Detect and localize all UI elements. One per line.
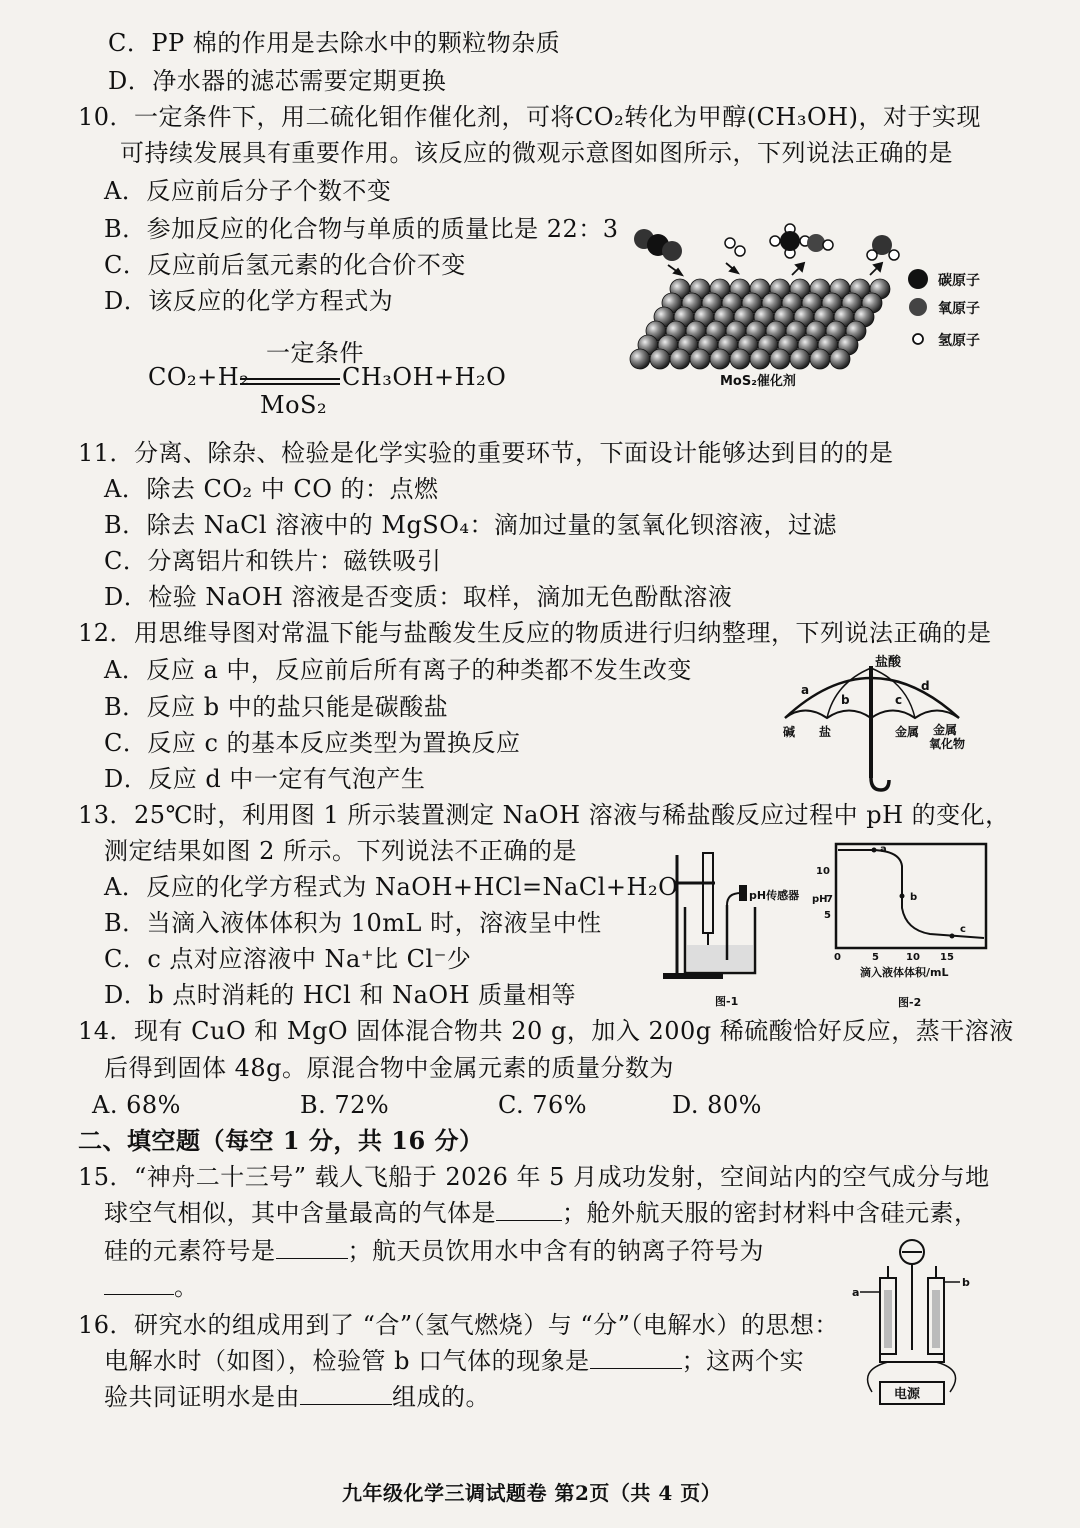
q15-blank-1[interactable] xyxy=(496,1198,562,1221)
ytick-7: 7 xyxy=(826,894,833,905)
q11-option-b: B．除去 NaCl 溶液中的 MgSO₄：滴加过量的氢氧化钡溶液，过滤 xyxy=(104,511,838,539)
q9-option-c: C．PP 棉的作用是去除水中的颗粒物杂质 xyxy=(108,29,561,57)
q16-blank-1[interactable] xyxy=(590,1346,682,1369)
q11-option-c: C．分离铝片和铁片：磁铁吸引 xyxy=(104,547,442,575)
q14-option-b: B. 72% xyxy=(300,1091,390,1119)
q13-ph-chart xyxy=(810,838,995,1018)
umbrella-d-label: d xyxy=(921,679,930,693)
y-axis-label: pH xyxy=(812,894,828,905)
q16-blank-2[interactable] xyxy=(300,1382,392,1405)
legend-carbon-label: 碳原子 xyxy=(938,273,980,289)
equation-condition: 一定条件 xyxy=(266,339,364,367)
ch3oh-molecule-icon xyxy=(770,224,833,258)
q11-option-a: A．除去 CO₂ 中 CO 的：点燃 xyxy=(104,475,439,503)
h2-molecule-icon xyxy=(725,238,745,256)
q10-option-a: A．反应前后分子个数不变 xyxy=(104,177,392,205)
catalyst-atom xyxy=(830,349,850,369)
point-c-label: c xyxy=(960,924,966,935)
q15-line3 xyxy=(104,1236,764,1266)
hydrogen-atom-legend-icon xyxy=(913,334,923,344)
fig1-caption: 图-1 xyxy=(715,995,739,1008)
section-2-heading: 二、填空题（每空 1 分，共 16 分） xyxy=(78,1126,484,1155)
catalyst-atom xyxy=(750,349,770,369)
q12-option-d: D．反应 d 中一定有气泡产生 xyxy=(104,765,426,793)
catalyst-atom xyxy=(670,349,690,369)
q13-option-b: B．当滴入液体体积为 10mL 时，溶液呈中性 xyxy=(104,909,602,937)
umbrella-metal-label: 金属 xyxy=(895,725,920,739)
q11-stem: 11．分离、除杂、检验是化学实验的重要环节，下面设计能够达到目的的是 xyxy=(78,439,894,467)
equation-arrow-line-bottom xyxy=(240,383,340,385)
q12-umbrella-diagram xyxy=(775,648,975,798)
xtick-15: 15 xyxy=(940,952,954,963)
q15-line4 xyxy=(104,1272,199,1302)
catalyst-atom xyxy=(730,349,750,369)
reaction-arrows-icon xyxy=(668,263,882,275)
q14-stem-line1: 14．现有 CuO 和 MgO 固体混合物共 20 g，加入 200g 稀硫酸恰好反应，蒸干溶液 xyxy=(78,1017,1014,1045)
umbrella-alkali-label: 碱 xyxy=(783,725,796,739)
q14-option-d: D. 80% xyxy=(672,1091,762,1119)
tube-b-label: b xyxy=(962,1276,970,1289)
carbon-atom-legend-icon xyxy=(908,269,928,289)
equation-products: CH₃OH+H₂O xyxy=(342,363,507,391)
q12-option-c: C．反应 c 的基本反应类型为置换反应 xyxy=(104,729,521,757)
q15-line2 xyxy=(104,1198,979,1228)
fig2-caption: 图-2 xyxy=(898,996,922,1009)
umbrella-metal-oxide-label-2: 氧化物 xyxy=(929,737,966,751)
q16-line2-text-a: 电解水时（如图），检验管 b 口气体的现象是 xyxy=(104,1347,590,1375)
catalyst-atom xyxy=(790,349,810,369)
q12-option-a: A．反应 a 中，反应前后所有离子的种类都不发生改变 xyxy=(104,656,692,684)
q10-option-c: C．反应前后氢元素的化合价不变 xyxy=(104,251,466,279)
equation-arrow-line-top xyxy=(240,378,340,380)
catalyst-atom xyxy=(810,349,830,369)
q12-option-b: B．反应 b 中的盐只能是碳酸盐 xyxy=(104,693,449,721)
q13-option-a: A．反应的化学方程式为 NaOH+HCl=NaCl+H₂O xyxy=(104,873,679,901)
q15-line2-text-b: ；舱外航天服的密封材料中含硅元素， xyxy=(562,1199,979,1227)
umbrella-acid-label: 盐酸 xyxy=(875,655,902,670)
q13-option-d: D．b 点时消耗的 HCl 和 NaOH 质量相等 xyxy=(104,981,577,1009)
umbrella-c-label: c xyxy=(895,693,903,707)
catalyst-atom xyxy=(630,349,650,369)
q14-option-c: C. 76% xyxy=(498,1091,588,1119)
point-b-label: b xyxy=(910,892,918,903)
q16-electrolysis-apparatus xyxy=(850,1230,980,1415)
mos2-catalyst-surface xyxy=(630,279,890,369)
catalyst-atom xyxy=(650,349,670,369)
q13-apparatus-figure xyxy=(655,845,825,1015)
legend-hydrogen-label: 氢原子 xyxy=(938,333,980,349)
q15-blank-3[interactable] xyxy=(104,1272,174,1295)
q15-line1: 15．“神舟二十三号” 载人飞船于 2026 年 5 月成功发射，空间站内的空气成分与地 xyxy=(78,1163,990,1191)
umbrella-metal-oxide-label-1: 金属 xyxy=(933,723,958,737)
q16-line3 xyxy=(104,1382,490,1412)
x-axis-label: 滴入液体体积/mL xyxy=(860,966,949,979)
point-a-label: a xyxy=(880,844,887,855)
q15-line4-end: 。 xyxy=(174,1273,199,1301)
power-supply-label: 电源 xyxy=(894,1387,921,1402)
q11-option-d: D．检验 NaOH 溶液是否变质：取样，滴加无色酚酞溶液 xyxy=(104,583,733,611)
q13-option-c: C．c 点对应溶液中 Na⁺比 Cl⁻少 xyxy=(104,945,472,973)
q10-option-b: B．参加反应的化合物与单质的质量比是 22：3 xyxy=(104,215,619,243)
q15-blank-2[interactable] xyxy=(276,1236,348,1259)
q10-stem-line1: 10．一定条件下，用二硫化钼作催化剂，可将CO₂转化为甲醇(CH₃OH)，对于实现 xyxy=(78,103,981,131)
umbrella-salt-label: 盐 xyxy=(819,725,832,739)
q14-option-a: A. 68% xyxy=(92,1091,181,1119)
umbrella-b-label: b xyxy=(841,693,850,707)
xtick-10: 10 xyxy=(906,952,920,963)
q9-option-d: D．净水器的滤芯需要定期更换 xyxy=(108,67,447,95)
ph-sensor-label: pH传感器 xyxy=(749,889,800,902)
catalyst-atom xyxy=(690,349,710,369)
q10-micro-diagram xyxy=(620,215,1010,395)
h2o-molecule-icon xyxy=(867,235,899,260)
page-footer: 九年级化学三调试题卷 第2页（共 4 页） xyxy=(342,1481,722,1505)
q16-line3-text-a: 验共同证明水是由 xyxy=(104,1383,300,1411)
q10-option-d: D．该反应的化学方程式为 xyxy=(104,287,394,315)
equation-catalyst: MoS₂ xyxy=(260,391,328,419)
legend-oxygen-label: 氧原子 xyxy=(938,301,980,317)
q14-stem-line2: 后得到固体 48g。原混合物中金属元素的质量分数为 xyxy=(104,1054,675,1082)
q13-stem-line2: 测定结果如图 2 所示。下列说法不正确的是 xyxy=(104,837,578,865)
q12-stem: 12．用思维导图对常温下能与盐酸发生反应的物质进行归纳整理，下列说法正确的是 xyxy=(78,619,992,647)
xtick-5: 5 xyxy=(872,952,879,963)
tube-a-label: a xyxy=(852,1286,860,1299)
q15-line3-text-b: ；航天员饮用水中含有的钠离子符号为 xyxy=(347,1237,764,1265)
q13-stem-line1: 13．25℃时，利用图 1 所示装置测定 NaOH 溶液与稀盐酸反应过程中 pH 的变化， xyxy=(78,801,1010,829)
xtick-0: 0 xyxy=(834,952,841,963)
q16-line2-text-b: ；这两个实 xyxy=(681,1347,805,1375)
catalyst-atom xyxy=(710,349,730,369)
catalyst-caption: MoS₂催化剂 xyxy=(720,374,796,389)
co2-molecule-icon xyxy=(634,229,682,261)
q15-line3-text-a: 硅的元素符号是 xyxy=(104,1237,276,1265)
ytick-10: 10 xyxy=(816,866,830,877)
equation-reactants: CO₂+H₂ xyxy=(148,363,250,391)
q10-equation xyxy=(148,339,507,422)
ytick-5: 5 xyxy=(824,910,831,921)
catalyst-atom xyxy=(770,349,790,369)
umbrella-a-label: a xyxy=(801,683,810,697)
oxygen-atom-legend-icon xyxy=(909,298,927,316)
q15-line2-text-a: 球空气相似，其中含量最高的气体是 xyxy=(104,1199,496,1227)
q16-line3-text-b: 组成的。 xyxy=(392,1383,490,1411)
q16-line2 xyxy=(104,1346,804,1376)
q10-stem-line2: 可持续发展具有重要作用。该反应的微观示意图如图所示，下列说法正确的是 xyxy=(120,139,953,167)
q16-line1: 16．研究水的组成用到了 “合”（氢气燃烧）与 “分”（电解水）的思想： xyxy=(78,1311,839,1339)
